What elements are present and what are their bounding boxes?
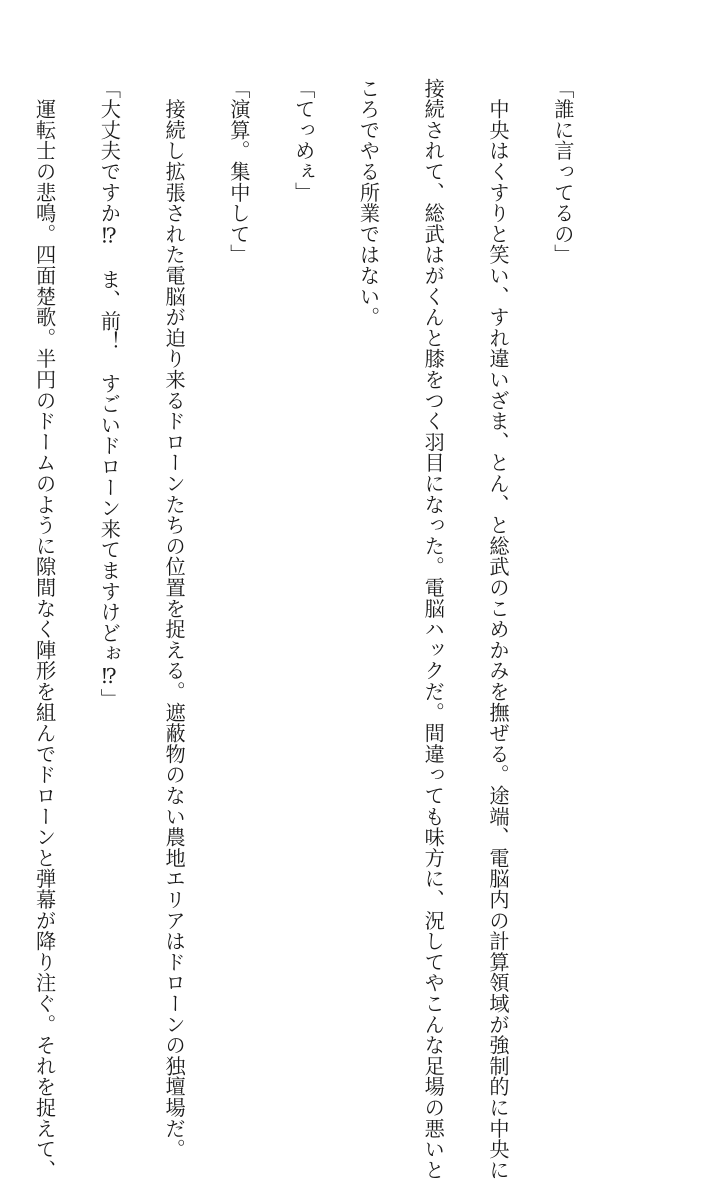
text-line: 「誰に言ってるの」 — [550, 78, 575, 266]
vertical-text-body — [0, 78, 616, 1180]
text-line: ころでやる所業ではない。 — [356, 78, 381, 328]
text-line: 「てっめぇ」 — [291, 78, 316, 203]
text-line: 「演算。集中して」 — [226, 78, 251, 266]
text-line: 「大丈夫ですか⁉ ま、前！ すごいドローン来てますけどぉ⁉」 — [97, 78, 122, 710]
text-line: 接続されて、総武はがくんと膝をつく羽目になった。電脳ハックだ。間違っても味方に、況してやこんな足場の悪いと — [421, 78, 446, 1180]
text-line: 運転士の悲鳴。四面楚歌。半円のドームのように隙間なく陣形を組んでドローンと弾幕が降り注ぐ。それを捉えて、 — [32, 78, 57, 1180]
text-line: 中央はくすりと笑い、すれ違いざま、とん、と総武のこめかみを撫ぜる。途端、電脳内の計算領域が強制的に中央に — [486, 78, 511, 1180]
text-line: 接続し拡張された電脳が迫り来るドローンたちの位置を捉える。遮蔽物のない農地エリアはドローンの独壇場だ。 — [162, 78, 187, 1160]
